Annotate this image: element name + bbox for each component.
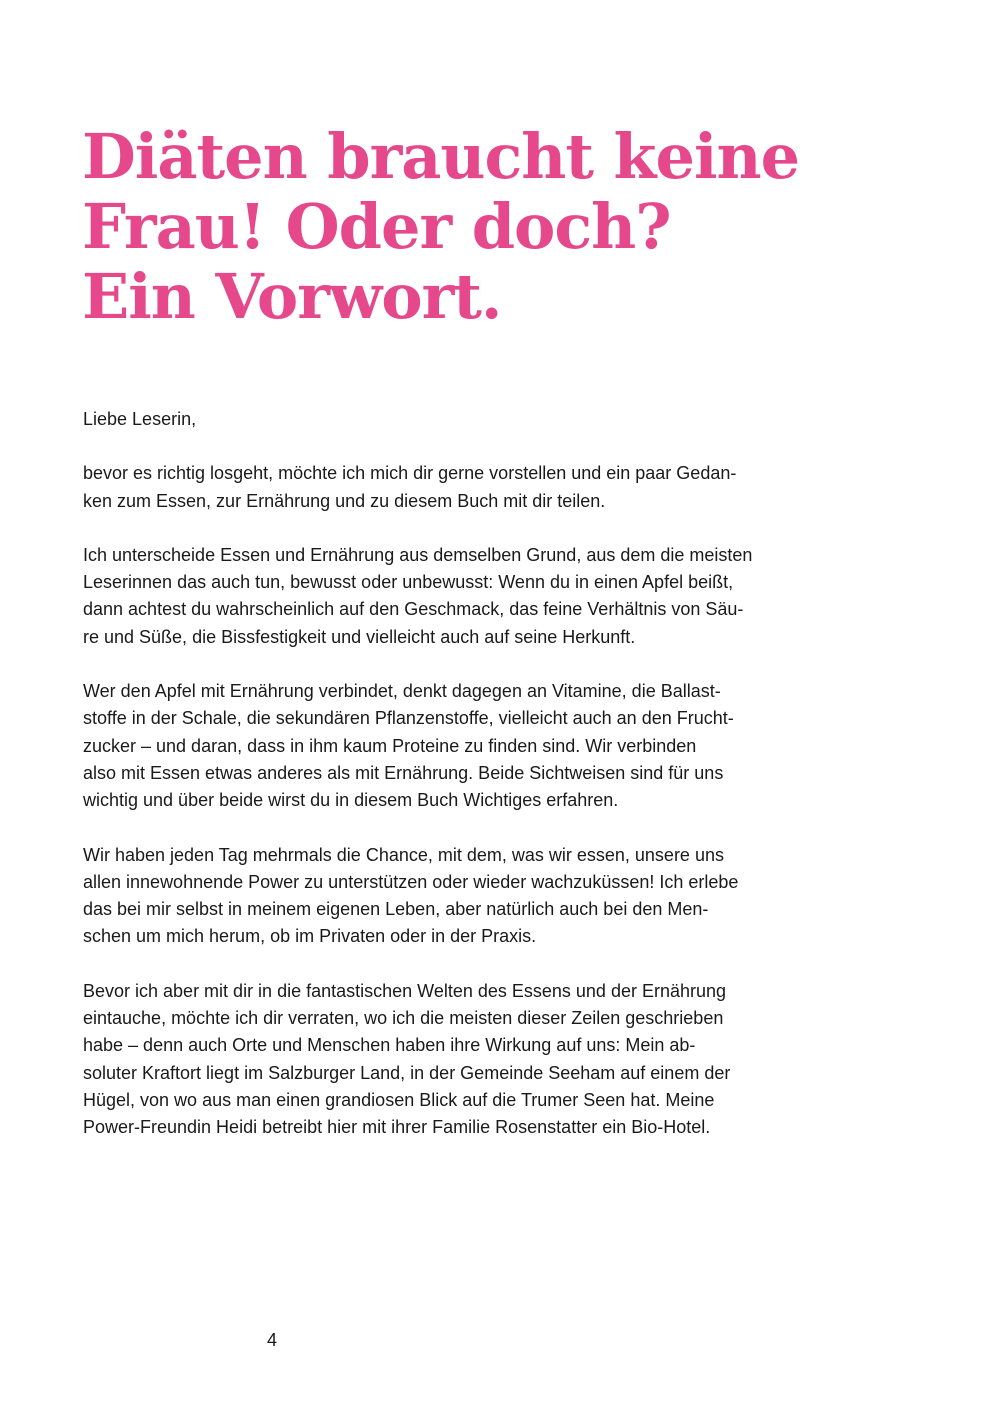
paragraph	[83, 460, 823, 515]
text-line: dann achtest du wahrscheinlich auf den Geschmack, das feine Verhältnis von Säu-	[83, 599, 744, 620]
chapter-title-line: Frau! Oder doch?	[82, 190, 671, 263]
paragraph	[83, 842, 823, 951]
text-line: Wir haben jeden Tag mehrmals die Chance, mit dem, was wir essen, unsere uns	[83, 844, 724, 865]
text-line: habe – denn auch Orte und Menschen haben ihre Wirkung auf uns: Mein ab-	[83, 1035, 696, 1056]
page-number: 4	[267, 1330, 278, 1350]
text-line: stoffe in der Schale, die sekundären Pflanzenstoffe, vielleicht auch an den Frucht-	[83, 708, 734, 729]
text-line: Leserinnen das auch tun, bewusst oder unbewusst: Wenn du in einen Apfel beißt,	[83, 572, 734, 593]
text-line: das bei mir selbst in meinem eigenen Leben, aber natürlich auch bei den Men-	[83, 899, 709, 920]
text-line: ken zum Essen, zur Ernährung und zu diesem Buch mit dir teilen.	[83, 490, 606, 511]
chapter-title	[82, 122, 962, 332]
text-line: bevor es richtig losgeht, möchte ich mich dir gerne vorstellen und ein paar Gedan-	[83, 463, 737, 484]
text-line: schen um mich herum, ob im Privaten oder in der Praxis.	[83, 926, 537, 947]
text-line: Wer den Apfel mit Ernährung verbindet, denkt dagegen an Vitamine, die Ballast-	[83, 681, 721, 702]
text-line: wichtig und über beide wirst du in diesem Buch Wichtiges erfahren.	[83, 790, 619, 811]
body-text	[83, 406, 823, 1169]
text-line: Power-Freundin Heidi betreibt hier mit ihrer Familie Rosenstatter ein Bio-Hotel.	[83, 1117, 711, 1138]
salutation-paragraph	[83, 406, 823, 433]
text-line: Liebe Leserin,	[83, 409, 197, 429]
text-line: eintauche, möchte ich dir verraten, wo ich die meisten dieser Zeilen geschrieben	[83, 1008, 724, 1029]
text-line: allen innewohnende Power zu unterstützen oder wieder wachzuküssen! Ich erlebe	[83, 871, 739, 892]
chapter-title-line: Diäten braucht keine	[82, 120, 800, 193]
chapter-title-line: Ein Vorwort.	[82, 260, 502, 333]
text-line: zucker – und daran, dass in ihm kaum Proteine zu finden sind. Wir verbinden	[83, 735, 697, 756]
text-line: Bevor ich aber mit dir in die fantastischen Welten des Essens und der Ernährung	[83, 980, 727, 1001]
paragraph	[83, 978, 823, 1142]
text-line: also mit Essen etwas anderes als mit Ernährung. Beide Sichtweisen sind für uns	[83, 762, 724, 783]
paragraph	[83, 678, 823, 814]
text-line: re und Süße, die Bissfestigkeit und vielleicht auch auf seine Herkunft.	[83, 626, 636, 647]
text-line: Hügel, von wo aus man einen grandiosen Blick auf die Trumer Seen hat. Meine	[83, 1089, 715, 1110]
text-line: soluter Kraftort liegt im Salzburger Land, in der Gemeinde Seeham auf einem der	[83, 1062, 731, 1083]
text-line: Ich unterscheide Essen und Ernährung aus demselben Grund, aus dem die meisten	[83, 544, 753, 565]
paragraph	[83, 542, 823, 651]
